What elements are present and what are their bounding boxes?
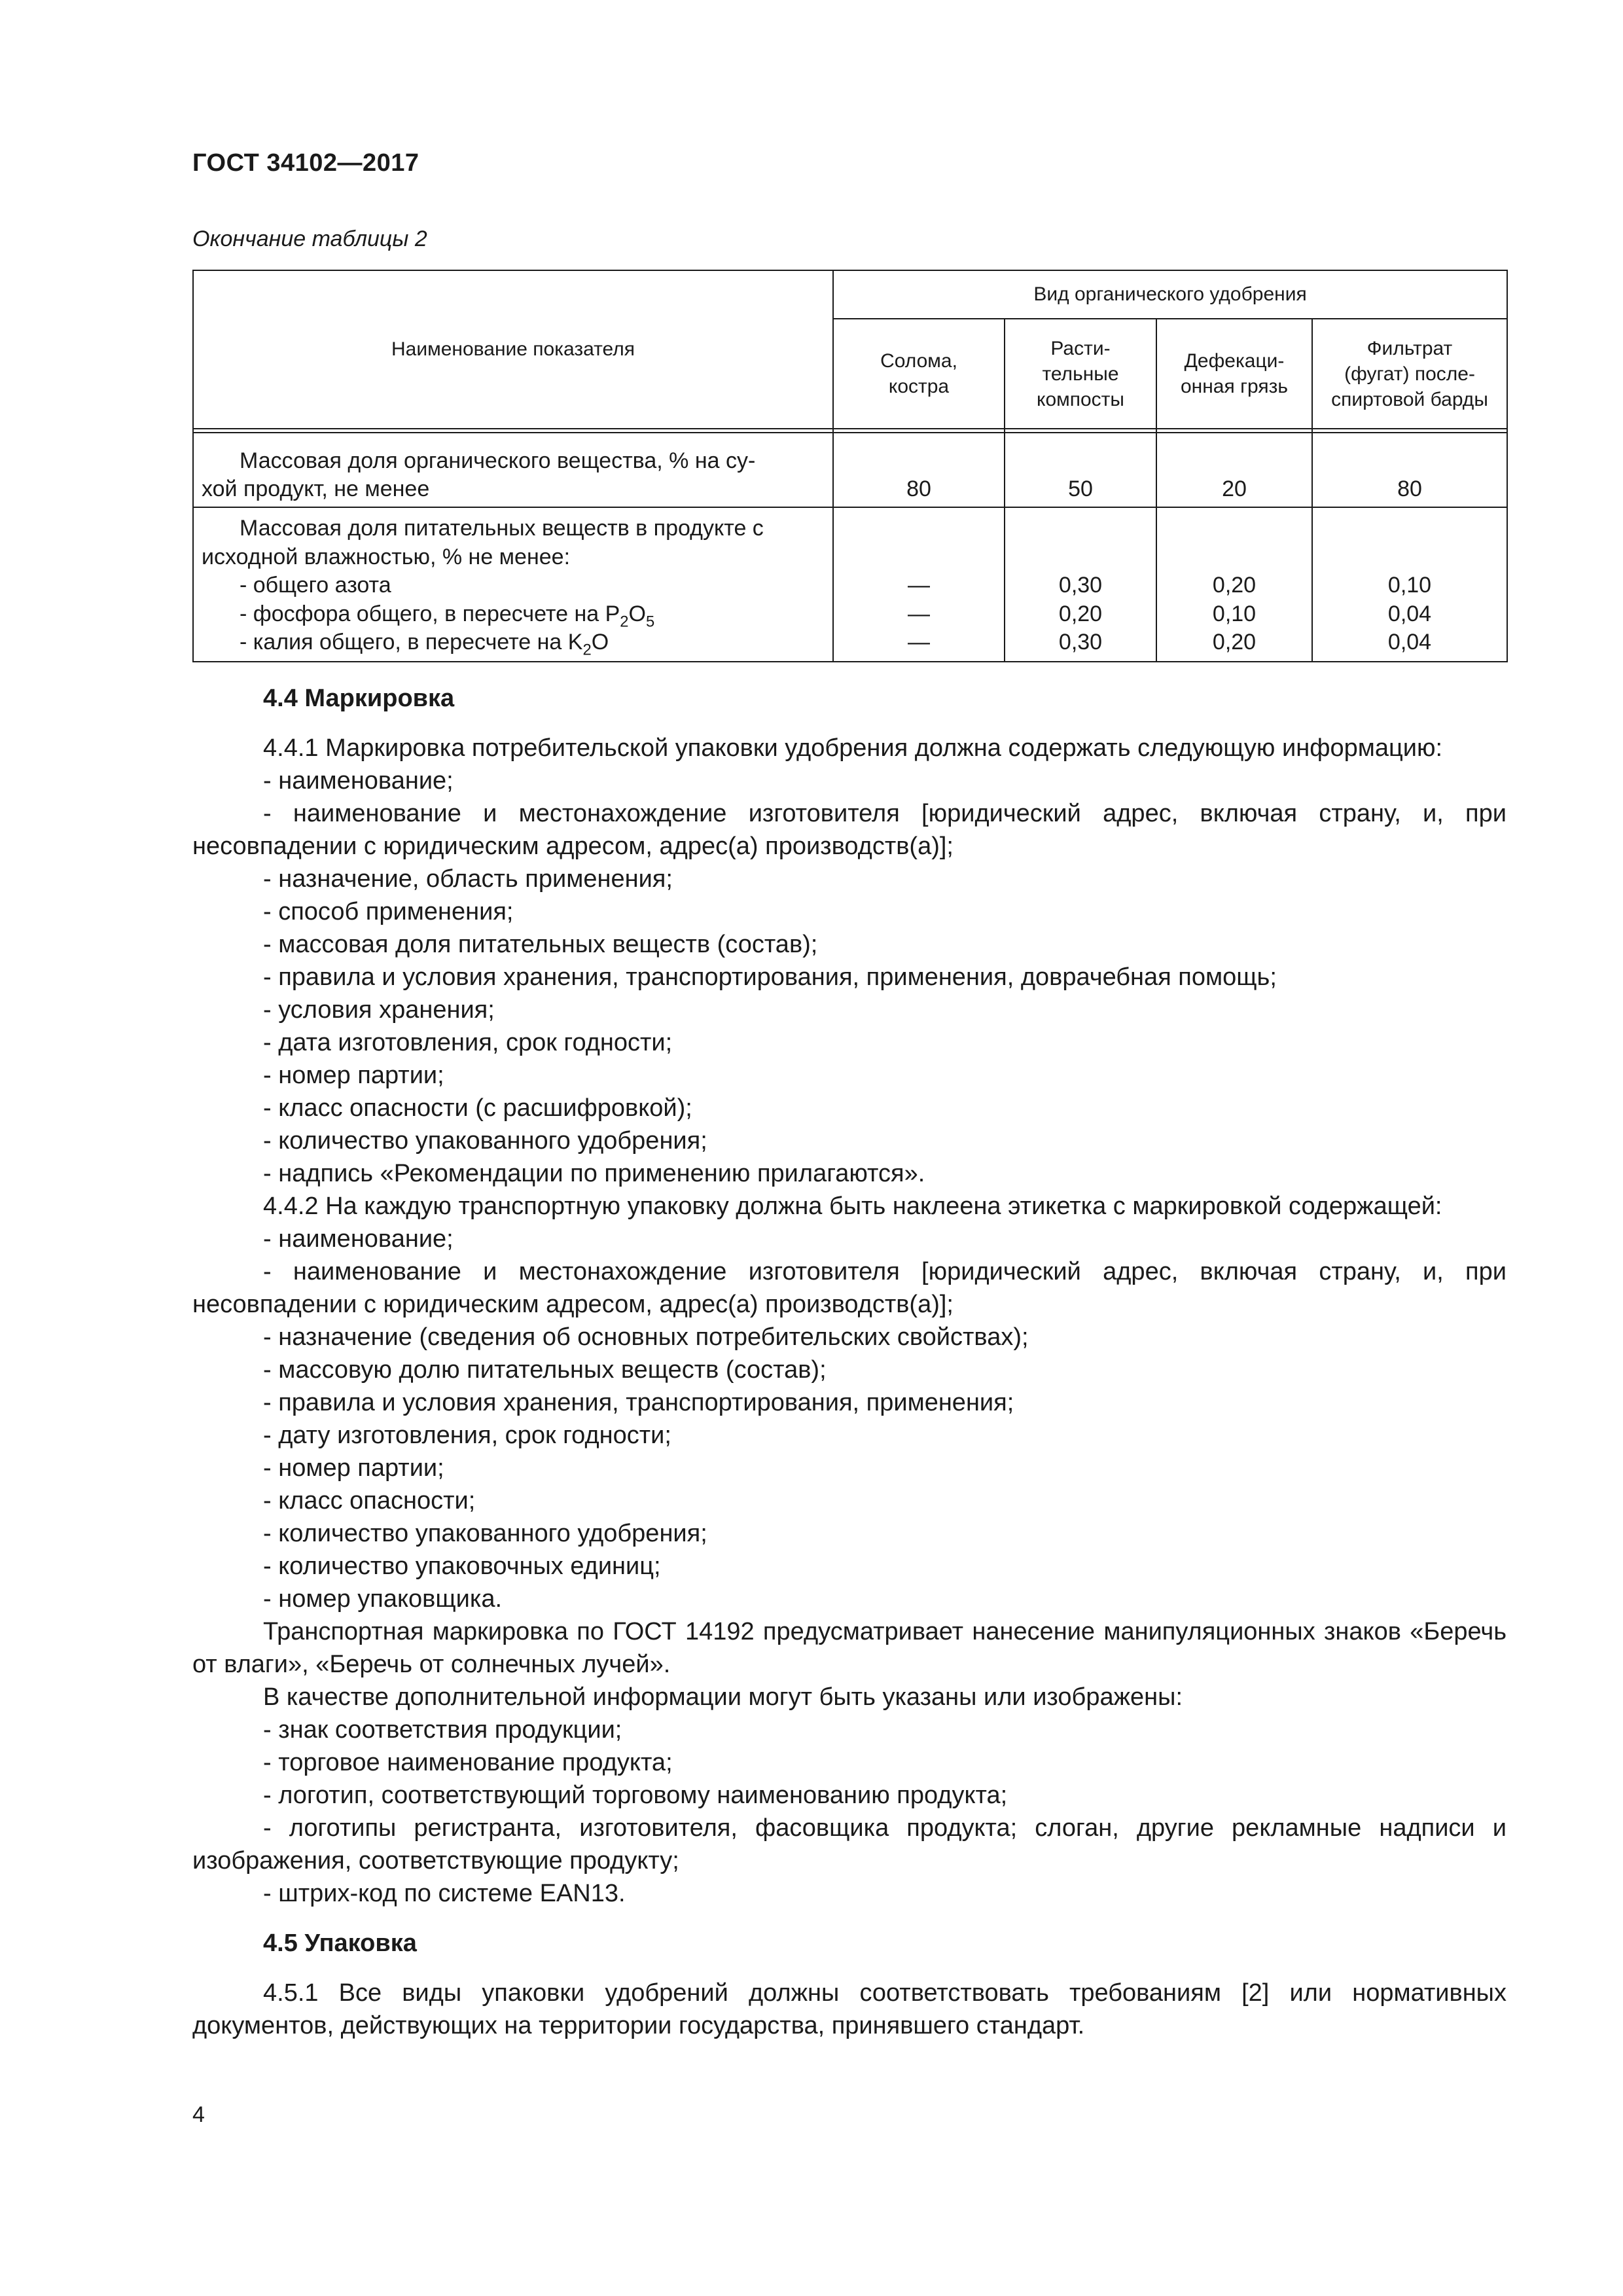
table-row [193, 433, 1507, 507]
list-item: - класс опасности (с расшифровкой); [263, 1094, 692, 1122]
list-item: - правила и условия хранения, транспортирования, применения, доврачебная помощь; [263, 963, 1277, 991]
indicators-table [192, 270, 1508, 662]
table-header-row [193, 270, 1507, 319]
table-cell: 20 [1156, 433, 1312, 507]
list-item: - дату изготовления, срок годности; [263, 1422, 671, 1449]
list-item: - класс опасности; [263, 1487, 476, 1515]
list-item: - количество упакованного удобрения; [263, 1127, 707, 1155]
table-cell: — — — [833, 507, 1005, 662]
table-cell: 0,10 0,04 0,04 [1312, 507, 1507, 662]
list-item: - наименование и местонахождение изготовителя [юридический адрес, включая страну, и, при несовпадении с юридическим адресом, адрес(а) производств(а)]; [192, 1258, 1507, 1318]
paragraph-additional-info: В качестве дополнительной информации могут быть указаны или изображены: [263, 1683, 1183, 1711]
table-row [193, 507, 1507, 662]
list-item: - номер партии; [263, 1062, 444, 1089]
section-heading-4-5: 4.5 Упаковка [263, 1929, 417, 1957]
list-item: - номер упаковщика. [263, 1585, 503, 1613]
header-defecation-mud: Дефекаци- онная грязь [1156, 319, 1312, 429]
row-organic-matter-label: Массовая доля органического вещества, % на су- хой продукт, не менее [193, 433, 833, 507]
list-item: - торговое наименование продукта; [263, 1749, 673, 1776]
paragraph-4-5-1: 4.5.1 Все виды упаковки удобрений должны соответствовать требованиям [2] или нормативных документов, действующих на территории государства, принявшего стандарт. [192, 1979, 1507, 2039]
list-item: - дата изготовления, срок годности; [263, 1029, 673, 1056]
section-heading-4-4: 4.4 Маркировка [263, 685, 455, 712]
list-item: - условия хранения; [263, 996, 495, 1024]
table-cell: 0,30 0,20 0,30 [1005, 507, 1156, 662]
list-item: - количество упаковочных единиц; [263, 1552, 661, 1580]
paragraph-4-4-1: 4.4.1 Маркировка потребительской упаковки удобрения должна содержать следующую информацию: [263, 734, 1443, 762]
paragraph-transport-marking: Транспортная маркировка по ГОСТ 14192 предусматривает нанесение манипуляционных знаков «Беречь от влаги», «Беречь от солнечных лучей». [192, 1618, 1507, 1678]
list-item: - наименование; [263, 1225, 454, 1253]
list-item: - массовая доля питательных веществ (состав); [263, 931, 818, 958]
header-filtrate: Фильтрат (фугат) после- спиртовой барды [1312, 319, 1507, 429]
paragraph-4-4-2: 4.4.2 На каждую транспортную упаковку должна быть наклеена этикетка с маркировкой содержащей: [263, 1193, 1442, 1220]
header-straw: Солома, костра [833, 319, 1005, 429]
table-cell: 80 [833, 433, 1005, 507]
list-item: - массовую долю питательных веществ (состав); [263, 1356, 827, 1384]
table-cell: 50 [1005, 433, 1156, 507]
list-item: - логотип, соответствующий торговому наименованию продукта; [263, 1782, 1008, 1809]
list-item: - наименование; [263, 767, 454, 795]
table-caption: Окончание таблицы 2 [192, 226, 427, 251]
list-item: - количество упакованного удобрения; [263, 1520, 707, 1547]
document-code: ГОСТ 34102—2017 [192, 149, 419, 177]
list-item: - назначение, область применения; [263, 865, 673, 893]
list-item: - штрих-код по системе EAN13. [263, 1880, 626, 1907]
list-item: - надпись «Рекомендации по применению прилагаются». [263, 1160, 925, 1187]
page-number: 4 [192, 2102, 205, 2127]
table-cell: 0,20 0,10 0,20 [1156, 507, 1312, 662]
list-item: - знак соответствия продукции; [263, 1716, 622, 1744]
list-item: - наименование и местонахождение изготовителя [юридический адрес, включая страну, и, при несовпадении с юридическим адресом, адрес(а) производств(а)]; [192, 800, 1507, 860]
list-item: - логотипы регистранта, изготовителя, фасовщика продукта; слоган, другие рекламные надписи и изображения, соответствующие продукту; [192, 1814, 1507, 1874]
header-indicator-name: Наименование показателя [193, 270, 833, 429]
list-item: - номер партии; [263, 1454, 444, 1482]
table-cell: 80 [1312, 433, 1507, 507]
row-nutrients-label: Массовая доля питательных веществ в продукте с исходной влажностью, % не менее: - общего азота - фосфора общего, в пересчете на $P_2O_5$ - калия общего, в пересчете на $K_2O$ [193, 507, 833, 662]
header-fertilizer-type: Вид органического удобрения [833, 270, 1507, 319]
document-body [192, 682, 1507, 2042]
list-item: - назначение (сведения об основных потребительских свойствах); [263, 1323, 1029, 1351]
list-item: - правила и условия хранения, транспортирования, применения; [263, 1389, 1014, 1416]
header-plant-composts: Расти- тельные компосты [1005, 319, 1156, 429]
list-item: - способ применения; [263, 898, 514, 925]
